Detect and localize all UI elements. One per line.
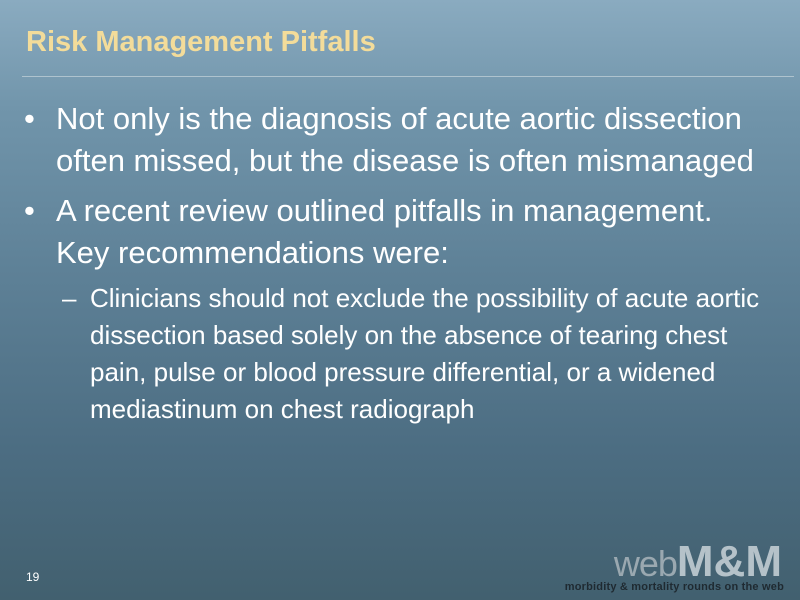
dash-icon: – bbox=[62, 283, 77, 313]
slide-content bbox=[22, 98, 762, 428]
page-number: 19 bbox=[26, 570, 40, 584]
logo-web-text: web bbox=[613, 543, 677, 584]
bullet-dot-icon: • bbox=[24, 193, 35, 228]
logo-mm-text: M&M bbox=[676, 537, 782, 586]
slide-title: Risk Management Pitfalls bbox=[26, 26, 376, 58]
webmm-logo bbox=[496, 537, 786, 596]
sub-bullet-item bbox=[22, 280, 762, 428]
bullet-dot-icon: • bbox=[24, 101, 35, 136]
sub-bullet-text: Clinicians should not exclude the possibility of acute aortic dissection based solely on the absence of tearing chest pain, pulse or blood pressure differential, or a widened mediastinum on chest radiograph bbox=[90, 283, 760, 424]
bullet-item bbox=[22, 98, 762, 182]
bullet-item bbox=[22, 190, 762, 274]
logo-tagline: morbidity & mortality rounds on the web bbox=[564, 581, 784, 593]
title-divider bbox=[22, 76, 794, 77]
bullet-text: Not only is the diagnosis of acute aortic dissection often missed, but the disease is often mismanaged bbox=[56, 101, 754, 178]
bullet-text: A recent review outlined pitfalls in management. Key recommendations were: bbox=[56, 193, 713, 270]
